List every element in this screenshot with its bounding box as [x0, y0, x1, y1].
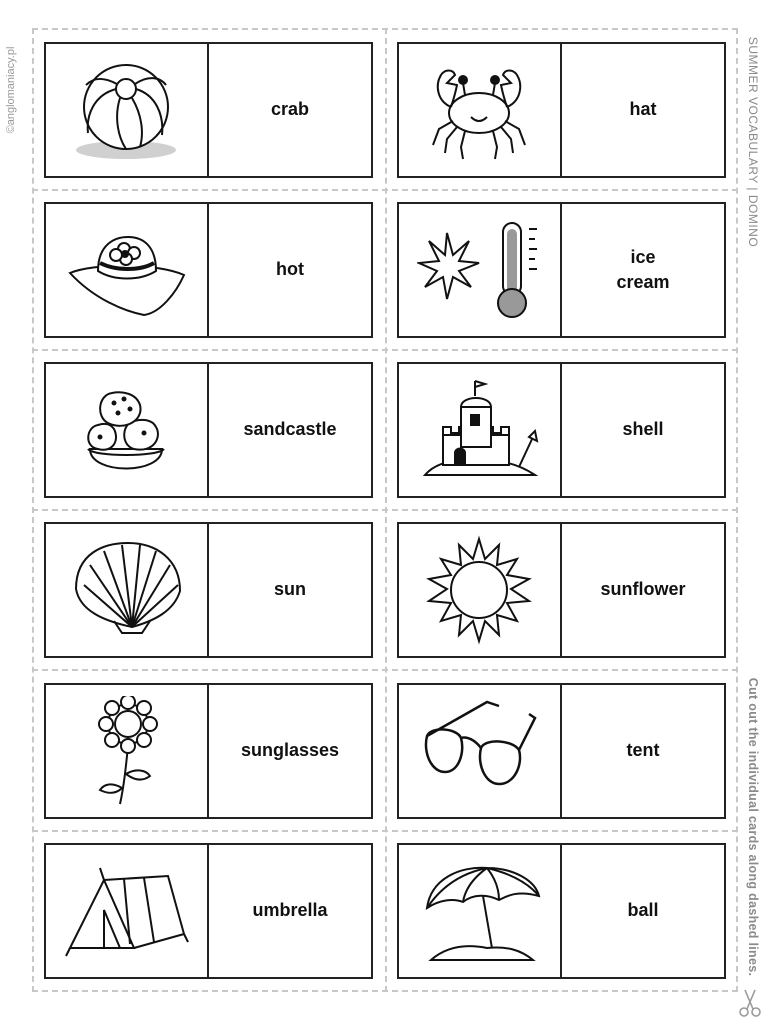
hot-sun-thermometer-icon: [399, 204, 562, 336]
card-word: sunflower: [600, 579, 686, 600]
scissors-icon: [737, 986, 765, 1018]
cut-instruction: Cut out the individual cards along dashed lines.: [746, 677, 760, 977]
card-word: hat: [629, 99, 657, 120]
card-word: hot: [276, 259, 304, 280]
domino-card[interactable]: [397, 683, 726, 819]
ice-cream-icon: [46, 364, 209, 496]
sandcastle-icon: [399, 364, 562, 496]
card-word: sandcastle: [243, 419, 337, 440]
shell-icon: [46, 524, 209, 656]
card-word: sunglasses: [240, 740, 340, 761]
card-word: ball: [627, 900, 659, 921]
card-word: umbrella: [252, 900, 328, 921]
domino-card[interactable]: [44, 42, 373, 178]
horizontal-cut-line: [32, 509, 738, 511]
horizontal-cut-line: [32, 189, 738, 191]
card-word: crab: [270, 99, 310, 120]
sunglasses-icon: [399, 685, 562, 817]
domino-card[interactable]: [397, 362, 726, 498]
sunflower-icon: [46, 685, 209, 817]
card-word: ice cream: [616, 246, 670, 292]
domino-card[interactable]: [44, 683, 373, 819]
beach-ball-icon: [46, 44, 209, 176]
card-word: shell: [622, 419, 664, 440]
horizontal-cut-line: [32, 830, 738, 832]
card-word: sun: [273, 579, 306, 600]
domino-card[interactable]: [44, 202, 373, 338]
crab-icon: [399, 44, 562, 176]
domino-card[interactable]: [397, 522, 726, 658]
domino-card[interactable]: [44, 362, 373, 498]
tent-icon: [46, 845, 209, 977]
sun-hat-icon: [46, 204, 209, 336]
worksheet-title: SUMMER VOCABULARY | DOMINO: [746, 36, 760, 248]
copyright-label: ©anglomaniacy.pl: [5, 46, 17, 134]
sun-icon: [399, 524, 562, 656]
beach-umbrella-icon: [399, 845, 562, 977]
domino-card[interactable]: [397, 843, 726, 979]
horizontal-cut-line: [32, 669, 738, 671]
domino-card[interactable]: [397, 42, 726, 178]
card-word: tent: [626, 740, 660, 761]
domino-card[interactable]: [44, 522, 373, 658]
domino-card[interactable]: [397, 202, 726, 338]
domino-card[interactable]: [44, 843, 373, 979]
horizontal-cut-line: [32, 349, 738, 351]
